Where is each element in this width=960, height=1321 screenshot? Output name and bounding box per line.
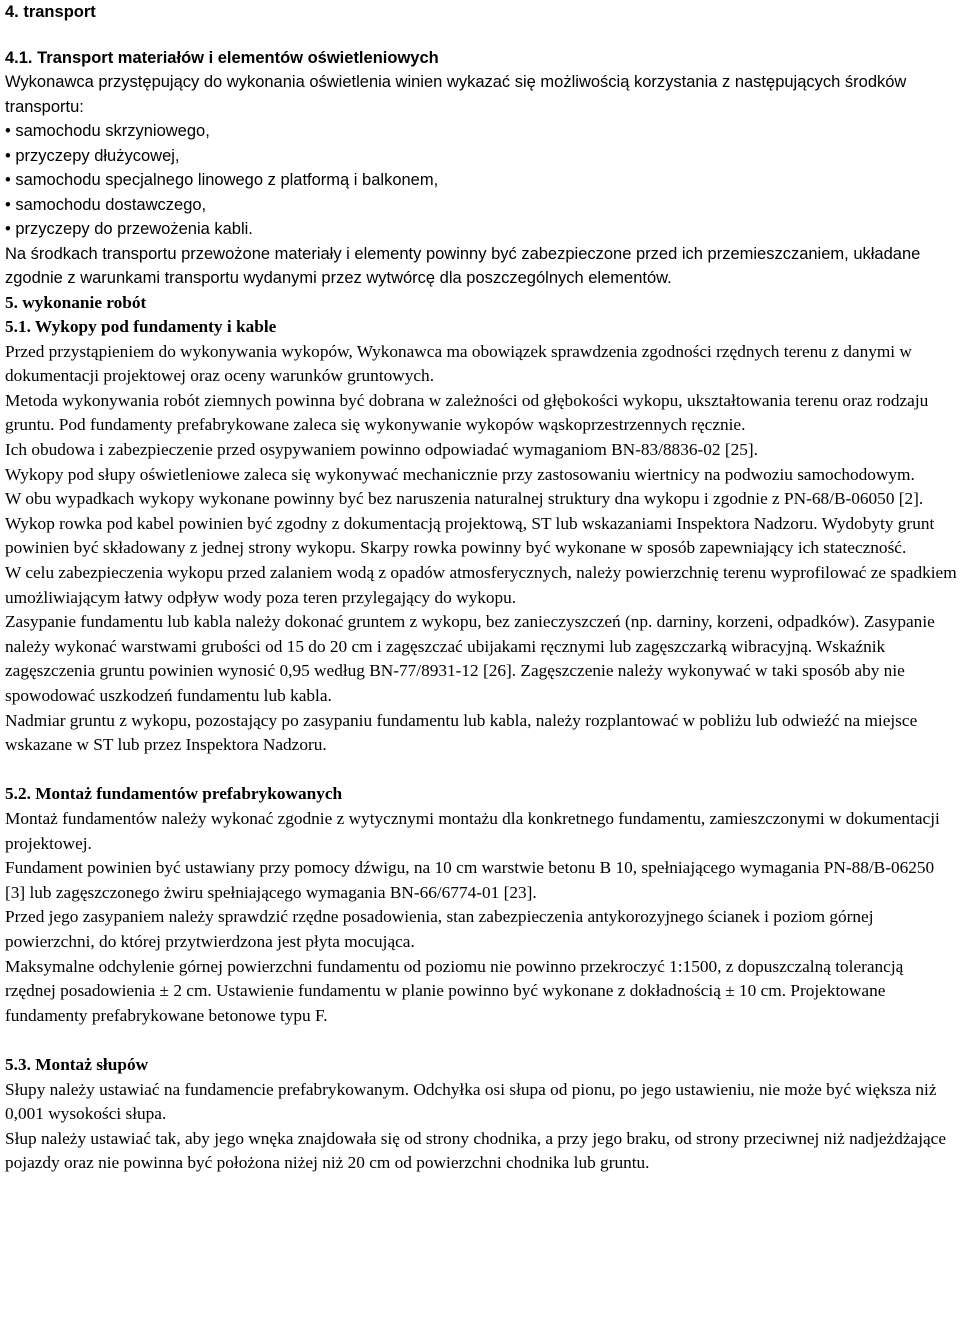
section-gap [5,1028,958,1053]
section-5-1-heading: 5.1. Wykopy pod fundamenty i kable [5,317,277,337]
paragraph: Słupy należy ustawiać na fundamencie prefabrykowanym. Odchyłka osi słupa od pionu, po jego ustawieniu, nie może być większa niż 0,001 wysokości słupa. [5,1079,937,1124]
paragraph: Przed przystąpieniem do wykonywania wykopów, Wykonawca ma obowiązek sprawdzenia zgodności rzędnych terenu z danymi w dokumentacji projektowej oraz oceny warunków gruntowych. [5,341,912,386]
paragraph: Nadmiar gruntu z wykopu, pozostający po zasypaniu fundamentu lub kabla, należy rozplantować w pobliżu lub odwieźć na miejsce wskazane w ST lub przez Inspektora Nadzoru. [5,710,918,755]
transport-list-item: • samochodu specjalnego linowego z platformą i balkonem, [5,171,439,189]
paragraph: Metoda wykonywania robót ziemnych powinna być dobrana w zależności od głębokości wykopu, ukształtowania terenu oraz rodzaju gruntu. Pod fundamenty prefabrykowane zaleca się wykonywanie wykopów wąskoprzestrzennych ręcznie. [5,390,929,435]
section-gap [5,758,958,783]
section-5-2-heading: 5.2. Montaż fundamentów prefabrykowanych [5,784,343,804]
paragraph: Słup należy ustawiać tak, aby jego wnęka znajdowała się od strony chodnika, a przy jego braku, od strony przeciwnej niż nadjeżdżające pojazdy oraz nie powinna być położona niżej niż 20 cm od powierzchni chodnika lub gruntu. [5,1128,947,1173]
section-4-1-intro: Wykonawca przystępujący do wykonania oświetlenia winien wykazać się możliwością korzystania z następujących środków transportu: [5,73,907,116]
paragraph: W celu zabezpieczenia wykopu przed zalaniem wodą z opadów atmosferycznych, należy powierzchnię terenu wyprofilować ze spadkiem umożliwiającym łatwy odpływ wody poza teren przylegający do wykopu. [5,563,957,607]
paragraph: Wykopy pod słupy oświetleniowe zaleca się wykonywać mechanicznie przy zastosowaniu wiertnicy na podwoziu samochodowym. [5,464,915,484]
paragraph: Maksymalne odchylenie górnej powierzchni fundamentu od poziomu nie powinno przekroczyć 1:1500, z dopuszczalną tolerancją rzędnej posadowienia ± 2 cm. Ustawienie fundamentu w planie powinno być wykonane z dokładnością ± 10 cm. Projektowane fundamenty prefabrykowane betonowe typu F. [5,956,904,1025]
transport-list [5,119,958,242]
paragraph: Przed jego zasypaniem należy sprawdzić rzędne posadowienia, stan zabezpieczenia antykorozyjnego ścianek i poziom górnej powierzchni, do której przytwierdzona jest płyta mocująca. [5,907,874,951]
paragraph: Wykop rowka pod kabel powinien być zgodny z dokumentacją projektową, ST lub wskazaniami Inspektora Nadzoru. Wydobyty grunt powinien być składowany z jednej strony wykopu. Skarpy rowka powinny być wykonane w sposób zapewniający ich stateczność. [5,513,935,558]
section-5-3-heading: 5.3. Montaż słupów [5,1054,149,1074]
section-4-1-heading: 4.1. Transport materiałów i elementów oświetleniowych [5,48,439,67]
section-4-1-closing: Na środkach transportu przewożone materiały i elementy powinny być zabezpieczone przed ich przemieszczaniem, układane zgodnie z warunkami transportu wydanymi przez wytwórcę dla poszczególnych elementów. [5,244,921,287]
paragraph: Fundament powinien być ustawiany przy pomocy dźwigu, na 10 cm warstwie betonu B 10, spełniającego wymagania PN-88/B-06250 [3] lub zagęszczonego żwiru spełniającego wymagania BN-66/6774-01 [23]. [5,858,935,902]
section-4-heading: 4. transport [5,3,96,21]
transport-list-item: • przyczepy do przewożenia kabli. [5,220,253,238]
section-5-heading: 5. wykonanie robót [5,292,147,312]
document-page [5,0,958,1176]
paragraph: Montaż fundamentów należy wykonać zgodnie z wytycznymi montażu dla konkretnego fundamentu, zamieszczonymi w dokumentacji projektowej. [5,808,940,853]
paragraph: W obu wypadkach wykopy wykonane powinny być bez naruszenia naturalnej struktury dna wykopu i zgodnie z PN-68/B-06050 [2]. [5,489,924,509]
paragraph: Zasypanie fundamentu lub kabla należy dokonać gruntem z wykopu, bez zanieczyszczeń (np. darniny, korzeni, odpadków). Zasypanie należy wykonać warstwami grubości od 15 do 20 cm i zagęszczać ubijakami ręcznymi lub zagęszczarką wibracyjną. Wskaźnik zagęszczenia gruntu powinien wynosić 0,95 według BN-77/8931-12 [26]. Zagęszczenie należy wykonywać w taki sposób aby nie spowodować uszkodzeń fundamentu lub kabla. [5,612,935,705]
transport-list-item: • samochodu dostawczego, [5,195,207,214]
paragraph: Ich obudowa i zabezpieczenie przed osypywaniem powinno odpowiadać wymaganiom BN-83/8836-02 [25]. [5,440,758,460]
transport-list-item: • przyczepy dłużycowej, [5,146,180,165]
transport-list-item: • samochodu skrzyniowego, [5,122,210,140]
